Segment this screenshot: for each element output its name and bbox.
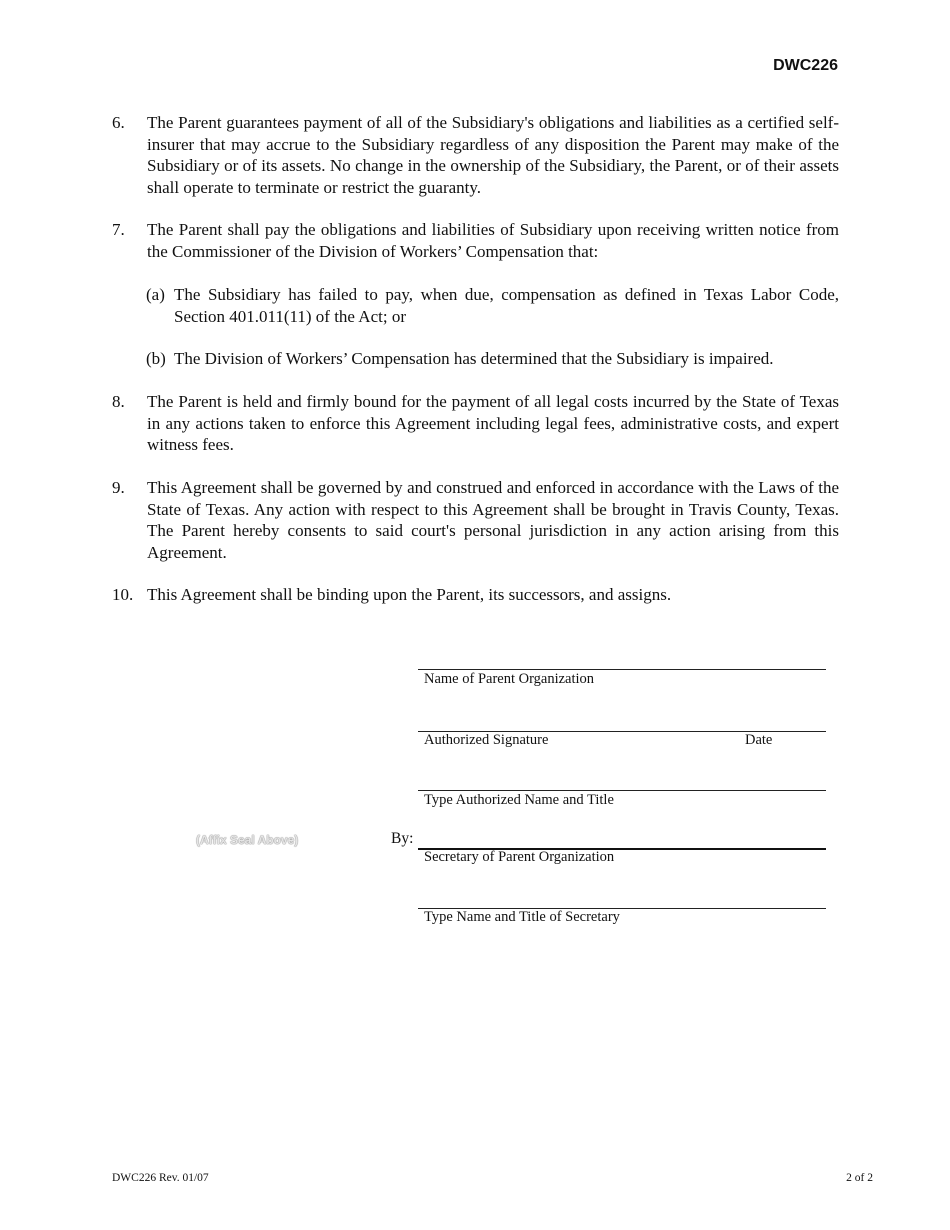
clause-number: 8. xyxy=(112,392,125,411)
clause-text: The Parent guarantees payment of all of the Subsidiary's obligations and liabilities as a certified self-insurer that may accrue to the Subsidiary regardless of any disposition the Parent may make of the Subsidiary or of its assets. No change in the ownership of the Subsidiary, the Parent, or of their assets shall operate to terminate or restrict the guaranty. xyxy=(147,113,839,197)
form-id-header: DWC226 xyxy=(773,57,838,74)
authorized-name-title-label: Type Authorized Name and Title xyxy=(424,792,614,808)
clause-text: The Parent is held and firmly bound for the payment of all legal costs incurred by the State of Texas in any actions taken to enforce this Agreement including legal fees, administrative costs, and expert witness fees. xyxy=(147,392,839,454)
clause-8 xyxy=(112,391,839,456)
subitem-text: The Division of Workers’ Compensation has determined that the Subsidiary is impaired. xyxy=(174,349,774,368)
clause-7 xyxy=(112,219,839,262)
clause-number: 9. xyxy=(112,478,125,497)
clause-number: 6. xyxy=(112,113,125,132)
footer-page-number: 2 of 2 xyxy=(846,1172,873,1184)
subitem-text: The Subsidiary has failed to pay, when due, compensation as defined in Texas Labor Code, Section 401.011(11) of the Act; or xyxy=(174,285,839,326)
clause-9 xyxy=(112,477,839,563)
clause-number: 10. xyxy=(112,585,134,604)
affix-seal-note: (Affix Seal Above) xyxy=(196,833,299,847)
secretary-name-title-label: Type Name and Title of Secretary xyxy=(424,909,620,925)
clause-number: 7. xyxy=(112,220,125,239)
parent-org-name-label: Name of Parent Organization xyxy=(424,671,595,687)
secretary-label: Secretary of Parent Organization xyxy=(424,849,615,865)
clause-6 xyxy=(112,112,839,198)
clause-7-subitem-a xyxy=(146,284,839,327)
by-label: By: xyxy=(391,830,414,847)
clause-text: This Agreement shall be governed by and construed and enforced in accordance with the Laws of the State of Texas. Any action with respect to this Agreement shall be brought in Travis County, Texas. The Parent hereby consents to said court's personal jurisdiction in any action arising from this Agreement. xyxy=(147,478,839,562)
authorized-signature-label: Authorized Signature xyxy=(424,732,549,748)
date-label: Date xyxy=(745,732,773,748)
clause-7-subitem-b xyxy=(146,348,839,370)
clause-text: The Parent shall pay the obligations and liabilities of Subsidiary upon receiving written notice from the Commissioner of the Division of Workers’ Compensation that: xyxy=(147,220,839,261)
subitem-letter: (b) xyxy=(146,349,166,368)
footer-revision: DWC226 Rev. 01/07 xyxy=(112,1172,209,1184)
subitem-letter: (a) xyxy=(146,285,165,304)
clause-10 xyxy=(112,584,839,606)
clause-text: This Agreement shall be binding upon the Parent, its successors, and assigns. xyxy=(147,585,672,604)
